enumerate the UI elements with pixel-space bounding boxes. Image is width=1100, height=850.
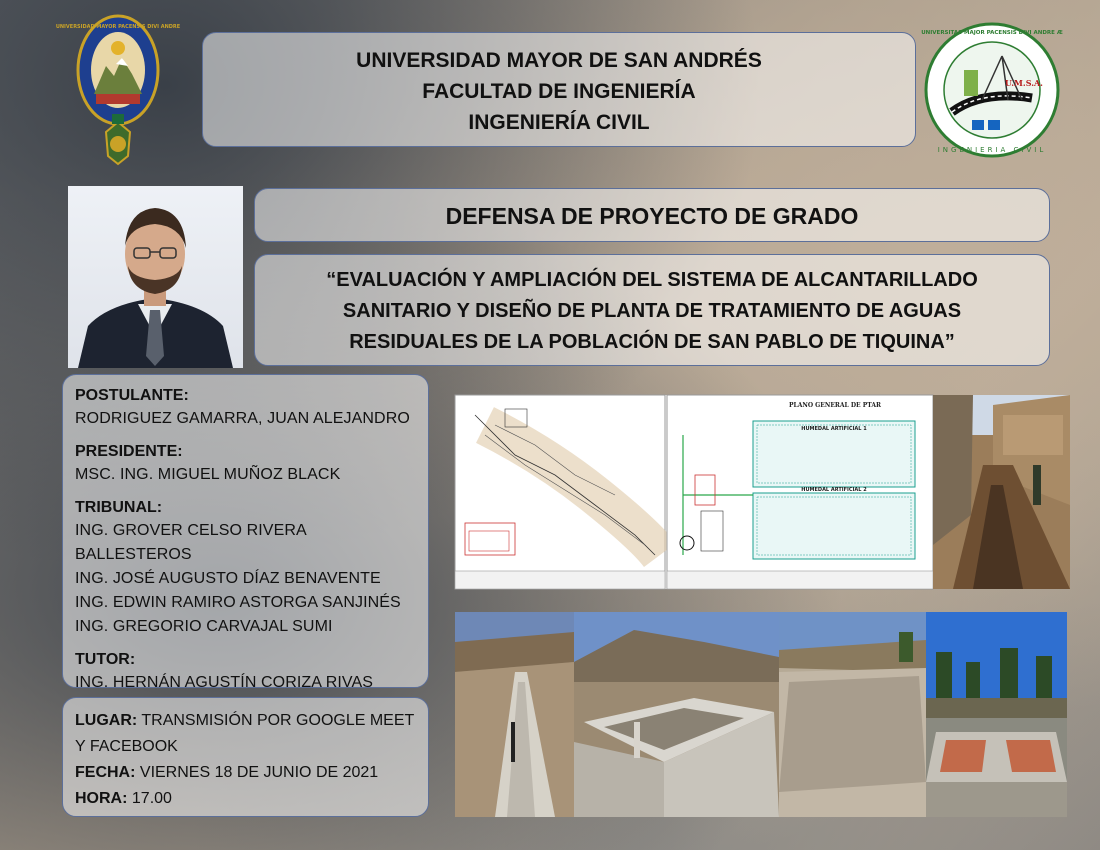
plan-title: PLANO GENERAL DE PTAR (788, 402, 882, 409)
tribunal-member: ING. JOSÉ AUGUSTO DÍAZ BENAVENTE (75, 570, 381, 587)
candidate-photo (68, 186, 243, 368)
presidente-name: MSC. ING. MIGUEL MUÑOZ BLACK (75, 466, 341, 483)
humedal-1-label: HUMEDAL ARTIFICIAL 1 (801, 426, 867, 432)
right-logo-bottom: INGENIERIA CIVIL (937, 146, 1047, 154)
sewer-trench-photo (933, 395, 1070, 589)
tribunal-member: ING. EDWIN RAMIRO ASTORGA SANJINÉS (75, 594, 401, 611)
defense-heading-box (254, 188, 1050, 242)
project-title-box (254, 254, 1050, 366)
umsa-crest-logo (55, 14, 181, 176)
tribunal-member: ING. GREGORIO CARVAJAL SUMI (75, 618, 333, 635)
brick-tank-photo (926, 612, 1067, 817)
left-logo-text: UNIVERSIDAD MAYOR PACENSIS DIVI ANDRE (55, 24, 181, 30)
lugar-label: LUGAR: (75, 712, 138, 729)
project-title-line-1: “EVALUACIÓN Y AMPLIACIÓN DEL SISTEMA DE ALCANTARILLADO (326, 269, 978, 291)
lugar-value: TRANSMISIÓN POR GOOGLE MEET (141, 712, 415, 729)
hora-label: HORA: (75, 790, 128, 807)
university-name: UNIVERSIDAD MAYOR DE SAN ANDRÉS (356, 49, 762, 72)
tutor-label: TUTOR: (75, 651, 136, 668)
committee-info (62, 374, 429, 691)
faculty-name: FACULTAD DE INGENIERÍA (422, 80, 696, 103)
defense-heading: DEFENSA DE PROYECTO DE GRADO (445, 203, 859, 229)
hora-row (75, 786, 416, 812)
university-header (202, 32, 916, 147)
tribunal-label: TRIBUNAL: (75, 499, 163, 516)
humedal-2-label: HUMEDAL ARTIFICIAL 2 (801, 487, 867, 493)
hora-value: 17.00 (131, 790, 172, 807)
fecha-value: VIERNES 18 DE JUNIO DE 2021 (139, 764, 379, 781)
channel-walkway-photo (455, 612, 574, 817)
treatment-plant-plan-image (455, 395, 933, 589)
umsa-badge-text: U.M.S.A. (1005, 78, 1043, 88)
gravel-bed-photo (779, 612, 926, 817)
fecha-row (75, 760, 416, 786)
event-info (62, 697, 429, 817)
concrete-tanks-photo (574, 612, 779, 817)
lugar-row (75, 708, 416, 734)
project-title-line-2: SANITARIO Y DISEÑO DE PLANTA DE TRATAMIENTO DE AGUAS (342, 300, 962, 322)
tutor-name: ING. HERNÁN AGUSTÍN CORIZA RIVAS (75, 674, 374, 691)
tribunal-member: ING. GROVER CELSO RIVERA BALLESTEROS (75, 522, 306, 563)
project-title-line-3: RESIDUALES DE LA POBLACIÓN DE SAN PABLO DE TIQUINA” (349, 331, 955, 353)
department-name: INGENIERÍA CIVIL (468, 111, 650, 134)
postulante-name: RODRIGUEZ GAMARRA, JUAN ALEJANDRO (75, 410, 410, 427)
postulante-label: POSTULANTE: (75, 387, 189, 404)
right-logo-text: UNIVERSITAS MAJOR PACENSIS DIVI ANDRE Æ (921, 30, 1063, 36)
civil-engineering-logo (922, 20, 1062, 160)
lugar-value-cont: Y FACEBOOK (75, 738, 178, 755)
presidente-label: PRESIDENTE: (75, 443, 183, 460)
fecha-label: FECHA: (75, 764, 136, 781)
